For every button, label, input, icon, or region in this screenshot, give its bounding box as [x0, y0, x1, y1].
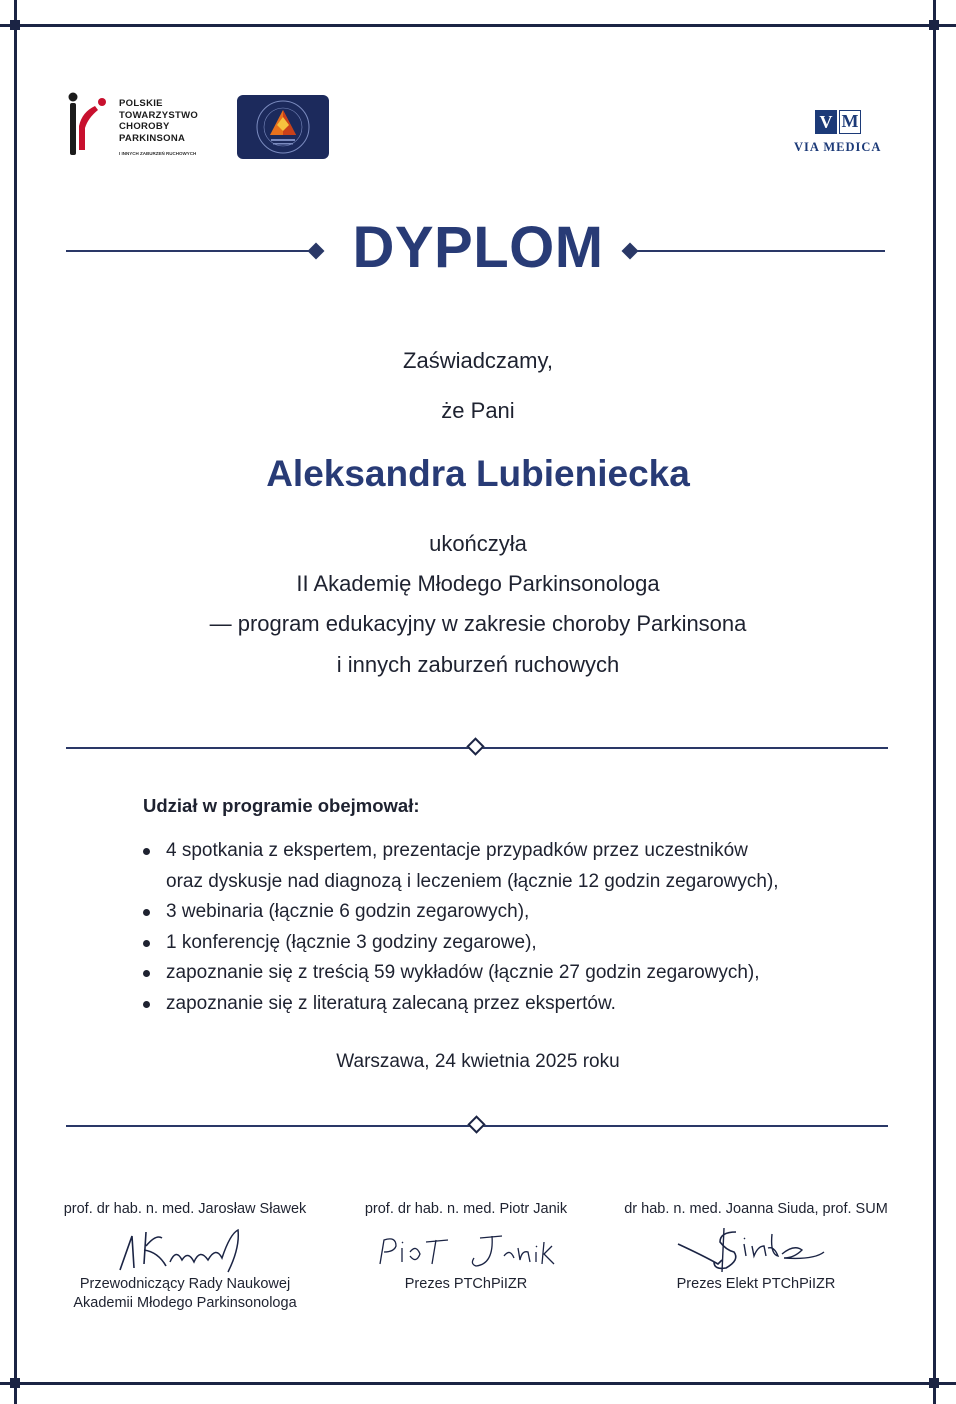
achievement-line: — program edukacyjny w zakresie choroby Parkinsona — [209, 611, 747, 636]
list-item: 1 konferencję (łącznie 3 godziny zegarowe), — [140, 928, 840, 959]
intro-line: że Pani — [441, 398, 515, 423]
signatory-role: Prezes PTChPiIZR — [404, 1276, 528, 1292]
list-item: zapoznanie się z literaturą zalecaną przez ekspertów. — [140, 989, 840, 1020]
ptchp-logo — [64, 88, 214, 160]
logo-text-line: PARKINSONA — [119, 132, 186, 144]
frame-corner — [10, 1378, 20, 1388]
frame-right-line — [933, 0, 936, 1404]
achievement-line: II Akademię Młodego Parkinsonologa — [296, 571, 660, 596]
frame-top-line — [0, 24, 956, 27]
signature-janik — [372, 1230, 572, 1276]
signatory-name: dr hab. n. med. Joanna Siuda, prof. SUM — [624, 1201, 888, 1217]
ptchp-logo-text — [119, 98, 198, 144]
achievement-line: ukończyła — [429, 531, 527, 556]
frame-corner — [10, 20, 20, 30]
frame-left-line — [14, 0, 17, 1404]
logo-text-line: TOWARZYSTWO — [119, 109, 199, 121]
achievement-line: i innych zaburzeń ruchowych — [336, 652, 620, 677]
diamond-ornament-icon — [308, 243, 325, 260]
title-left-rule — [66, 250, 312, 252]
list-item: zapoznanie się z treścią 59 wykładów (łącznie 27 godzin zegarowych), — [140, 958, 840, 989]
diamond-outline-icon — [467, 1115, 485, 1133]
signature-slawek — [110, 1222, 260, 1282]
logo-text-line: POLSKIE — [119, 98, 163, 109]
program-list — [140, 836, 840, 1019]
via-medica-m: M — [839, 110, 861, 134]
signature-siuda — [674, 1224, 834, 1280]
signatory-role: Przewodniczący Rady Naukowej — [79, 1276, 291, 1292]
diamond-outline-icon — [466, 737, 484, 755]
list-item-continuation: oraz dyskusje nad diagnozą i leczeniem (łącznie 12 godzin zegarowych), — [166, 870, 779, 892]
signatory-name: prof. dr hab. n. med. Jarosław Sławek — [63, 1201, 307, 1217]
section-seal-logo — [237, 95, 329, 159]
title-right-rule — [634, 250, 885, 252]
program-heading: Udział w programie obejmował: — [143, 795, 420, 816]
via-medica-name: VIA MEDICA — [794, 140, 882, 154]
intro-line: Zaświadczamy, — [403, 348, 553, 373]
ptchp-logo-subtext: I INNYCH ZABURZEŃ RUCHOWYCH — [119, 151, 197, 156]
ptchp-figure-icon — [64, 88, 108, 160]
signatory-role: Prezes Elekt PTChPiIZR — [676, 1276, 836, 1292]
seal-emblem-icon — [237, 95, 329, 159]
list-item: 4 spotkania z ekspertem, prezentacje przypadków przez uczestników — [140, 836, 840, 867]
frame-corner — [929, 1378, 939, 1388]
via-medica-logo — [790, 110, 890, 160]
frame-corner — [929, 20, 939, 30]
via-medica-v: V — [815, 110, 837, 134]
diploma-title: DYPLOM — [352, 215, 604, 280]
frame-bottom-line — [0, 1382, 956, 1385]
signatory-name: prof. dr hab. n. med. Piotr Janik — [364, 1201, 568, 1217]
recipient-name: Aleksandra Lubieniecka — [266, 453, 690, 494]
signatory-role: Akademii Młodego Parkinsonologa — [73, 1295, 297, 1311]
list-item: 3 webinaria (łącznie 6 godzin zegarowych), — [140, 897, 840, 928]
place-date: Warszawa, 24 kwietnia 2025 roku — [336, 1051, 620, 1072]
logo-text-line: CHOROBY — [119, 121, 170, 132]
